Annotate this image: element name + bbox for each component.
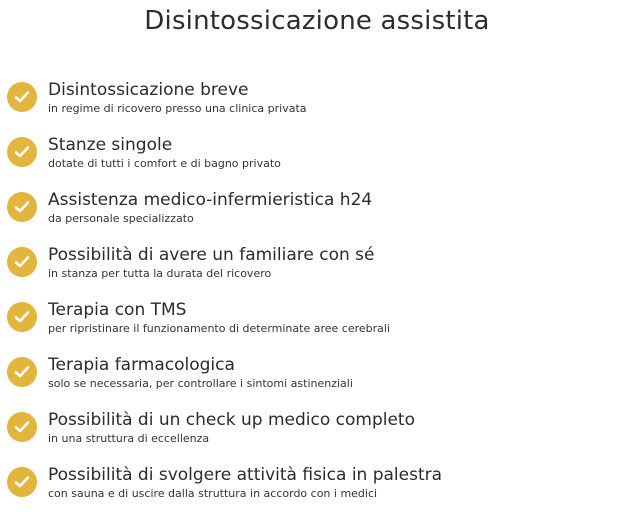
feature-description: dotate di tutti i comfort e di bagno privato bbox=[48, 157, 281, 170]
feature-item-palestra bbox=[7, 464, 627, 519]
feature-description: in regime di ricovero presso una clinica privata bbox=[48, 102, 307, 115]
feature-title: Stanze singole bbox=[48, 135, 173, 155]
feature-description: con sauna e di uscire dalla struttura in accordo con i medici bbox=[48, 487, 378, 500]
feature-item-disintossicazione-breve bbox=[7, 79, 627, 134]
feature-title: Disintossicazione breve bbox=[48, 80, 249, 100]
check-icon bbox=[7, 412, 37, 442]
feature-description: da personale specializzato bbox=[48, 212, 194, 225]
check-icon bbox=[7, 357, 37, 387]
check-icon bbox=[7, 137, 37, 167]
feature-item-check-up bbox=[7, 409, 627, 464]
feature-item-terapia-farmacologica bbox=[7, 354, 627, 409]
feature-item-terapia-tms bbox=[7, 299, 627, 354]
feature-title: Terapia farmacologica bbox=[48, 355, 235, 375]
check-icon bbox=[7, 467, 37, 497]
check-icon bbox=[7, 302, 37, 332]
feature-title: Terapia con TMS bbox=[48, 300, 187, 320]
feature-item-stanze-singole bbox=[7, 134, 627, 189]
feature-list bbox=[7, 79, 627, 519]
check-icon bbox=[7, 82, 37, 112]
feature-title: Assistenza medico-infermieristica h24 bbox=[48, 190, 373, 210]
feature-description: per ripristinare il funzionamento di determinate aree cerebrali bbox=[48, 322, 390, 335]
feature-title: Possibilità di avere un familiare con sé bbox=[48, 245, 375, 265]
feature-description: solo se necessaria, per controllare i sintomi astinenziali bbox=[48, 377, 353, 390]
feature-title: Possibilità di svolgere attività fisica in palestra bbox=[48, 465, 443, 485]
feature-item-familiare bbox=[7, 244, 627, 299]
page-title: Disintossicazione assistita bbox=[144, 6, 490, 36]
feature-description: in stanza per tutta la durata del ricovero bbox=[48, 267, 272, 280]
feature-item-assistenza-h24 bbox=[7, 189, 627, 244]
check-icon bbox=[7, 192, 37, 222]
check-icon bbox=[7, 247, 37, 277]
feature-title: Possibilità di un check up medico completo bbox=[48, 410, 415, 430]
feature-description: in una struttura di eccellenza bbox=[48, 432, 210, 445]
